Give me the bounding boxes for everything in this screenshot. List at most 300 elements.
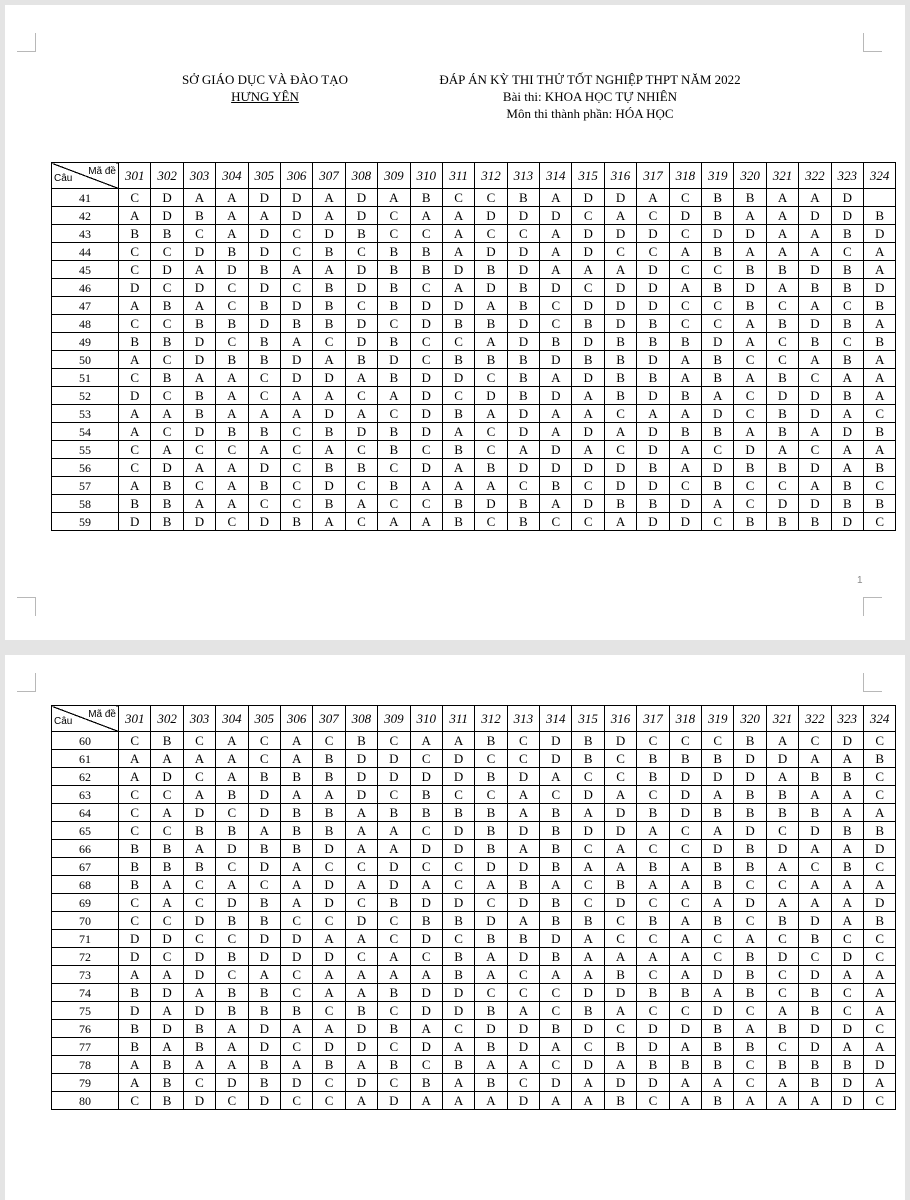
answer-cell: B — [702, 369, 734, 387]
answer-cell: A — [280, 750, 312, 768]
answer-cell: D — [572, 822, 604, 840]
answer-cell: D — [507, 1020, 539, 1038]
answer-cell: A — [863, 387, 895, 405]
margin-corner-mark — [863, 33, 882, 52]
exam-code-header: 314 — [540, 706, 572, 732]
answer-cell: B — [507, 189, 539, 207]
answer-cell: D — [702, 333, 734, 351]
answer-cell: A — [216, 495, 248, 513]
answer-cell: A — [216, 1020, 248, 1038]
answer-cell: C — [378, 405, 410, 423]
answer-cell: B — [702, 858, 734, 876]
answer-cell: A — [669, 948, 701, 966]
answer-cell: C — [410, 948, 442, 966]
answer-cell: A — [216, 477, 248, 495]
answer-cell: D — [442, 297, 474, 315]
answer-cell: B — [313, 768, 345, 786]
answer-cell: B — [669, 1056, 701, 1074]
answer-cell: A — [702, 1074, 734, 1092]
answer-cell: D — [248, 1092, 280, 1110]
answer-cell: D — [248, 786, 280, 804]
answer-cell: C — [475, 225, 507, 243]
exam-name: Bài thi: KHOA HỌC TỰ NHIÊN — [502, 89, 678, 104]
answer-cell: A — [475, 966, 507, 984]
answer-cell: D — [475, 858, 507, 876]
answer-cell: B — [604, 333, 636, 351]
answer-cell: A — [734, 315, 766, 333]
answer-cell: A — [442, 243, 474, 261]
answer-cell: A — [345, 1056, 377, 1074]
answer-cell: D — [475, 243, 507, 261]
answer-cell: C — [378, 207, 410, 225]
answer-cell: A — [280, 732, 312, 750]
answer-cell: C — [475, 786, 507, 804]
answer-cell: A — [475, 876, 507, 894]
question-number: 66 — [52, 840, 119, 858]
table-row — [52, 1020, 896, 1038]
exam-code-header: 322 — [799, 163, 831, 189]
answer-cell: D — [378, 768, 410, 786]
answer-cell: B — [702, 207, 734, 225]
answer-cell: D — [345, 261, 377, 279]
table-row — [52, 1038, 896, 1056]
answer-cell: C — [507, 732, 539, 750]
question-number: 79 — [52, 1074, 119, 1092]
answer-cell: C — [345, 858, 377, 876]
answer-cell: C — [280, 912, 312, 930]
answer-cell: B — [475, 840, 507, 858]
answer-cell: B — [248, 1074, 280, 1092]
answer-cell: D — [313, 225, 345, 243]
answer-cell: B — [863, 333, 895, 351]
answer-cell: B — [248, 1002, 280, 1020]
question-number: 53 — [52, 405, 119, 423]
answer-cell: B — [475, 768, 507, 786]
answer-cell: C — [442, 930, 474, 948]
answer-cell: A — [345, 840, 377, 858]
answer-cell: C — [604, 405, 636, 423]
answer-cell: D — [863, 279, 895, 297]
answer-cell: D — [604, 279, 636, 297]
answer-cell: C — [799, 369, 831, 387]
answer-cell: B — [604, 369, 636, 387]
answer-cell: D — [604, 297, 636, 315]
answer-cell: B — [507, 513, 539, 531]
answer-cell: C — [604, 912, 636, 930]
answer-cell: B — [734, 840, 766, 858]
answer-cell: D — [183, 912, 215, 930]
answer-cell: C — [863, 477, 895, 495]
answer-cell: A — [604, 786, 636, 804]
answer-cell: A — [507, 912, 539, 930]
exam-code-header: 324 — [863, 706, 895, 732]
answer-cell: A — [799, 225, 831, 243]
answer-cell: D — [151, 189, 183, 207]
answer-cell: B — [863, 495, 895, 513]
header-question-label: Câu — [54, 173, 73, 184]
answer-cell: A — [863, 984, 895, 1002]
answer-cell: D — [183, 423, 215, 441]
answer-cell: D — [637, 297, 669, 315]
answer-cell: A — [540, 966, 572, 984]
answer-cell: D — [248, 858, 280, 876]
answer-cell: A — [410, 966, 442, 984]
answer-cell: D — [637, 261, 669, 279]
answer-cell: B — [831, 858, 863, 876]
answer-cell: A — [151, 405, 183, 423]
answer-cell: C — [410, 333, 442, 351]
answer-cell: D — [151, 207, 183, 225]
answer-cell: B — [119, 1038, 151, 1056]
answer-cell: B — [119, 876, 151, 894]
answer-cell: A — [863, 966, 895, 984]
answer-cell: C — [345, 243, 377, 261]
answer-cell: A — [475, 1092, 507, 1110]
answer-cell: C — [637, 966, 669, 984]
answer-cell: B — [507, 351, 539, 369]
answer-cell: D — [345, 768, 377, 786]
answer-cell: B — [216, 243, 248, 261]
answer-cell: D — [313, 1038, 345, 1056]
exam-code-header: 319 — [702, 706, 734, 732]
header-exam-info — [400, 71, 780, 122]
answer-cell: B — [507, 876, 539, 894]
question-number: 46 — [52, 279, 119, 297]
answer-cell: C — [345, 948, 377, 966]
answer-cell: B — [540, 477, 572, 495]
answer-cell: A — [604, 1002, 636, 1020]
answer-cell: D — [410, 369, 442, 387]
answer-cell: A — [540, 495, 572, 513]
table-row — [52, 477, 896, 495]
answer-cell: B — [572, 315, 604, 333]
answer-cell: A — [313, 441, 345, 459]
answer-cell: A — [183, 786, 215, 804]
table-row — [52, 441, 896, 459]
answer-cell: B — [734, 1038, 766, 1056]
answer-cell: C — [863, 768, 895, 786]
answer-cell: A — [216, 405, 248, 423]
answer-cell: B — [507, 279, 539, 297]
answer-cell: A — [119, 423, 151, 441]
answer-cell: D — [151, 984, 183, 1002]
page-number: 1 — [857, 575, 863, 586]
answer-cell: D — [507, 822, 539, 840]
answer-cell: C — [831, 333, 863, 351]
answer-cell: B — [799, 1002, 831, 1020]
answer-cell: D — [151, 261, 183, 279]
answer-cell: B — [831, 1056, 863, 1074]
answer-cell: A — [863, 243, 895, 261]
answer-cell: D — [669, 1020, 701, 1038]
answer-cell: C — [863, 513, 895, 531]
answer-cell: B — [248, 297, 280, 315]
answer-cell: B — [216, 984, 248, 1002]
answer-cell: D — [799, 261, 831, 279]
answer-cell: B — [183, 405, 215, 423]
answer-cell: A — [280, 333, 312, 351]
exam-subject: Môn thi thành phần: HÓA HỌC — [506, 106, 674, 121]
answer-cell: B — [540, 804, 572, 822]
answer-cell: A — [799, 840, 831, 858]
answer-cell: D — [572, 297, 604, 315]
answer-cell: C — [540, 513, 572, 531]
answer-cell: D — [216, 894, 248, 912]
exam-code-header: 321 — [766, 706, 798, 732]
answer-cell: A — [280, 894, 312, 912]
answer-cell: D — [637, 1020, 669, 1038]
answer-cell: A — [799, 1092, 831, 1110]
exam-code-header: 318 — [669, 163, 701, 189]
answer-cell: B — [507, 495, 539, 513]
answer-cell: D — [831, 513, 863, 531]
answer-cell: A — [669, 912, 701, 930]
answer-cell: C — [669, 225, 701, 243]
answer-cell: A — [766, 1002, 798, 1020]
answer-cell: C — [345, 477, 377, 495]
answer-cell: B — [669, 423, 701, 441]
answer-cell: C — [507, 750, 539, 768]
answer-cell: D — [637, 423, 669, 441]
answer-cell: D — [572, 189, 604, 207]
answer-cell: D — [831, 732, 863, 750]
answer-cell: D — [604, 894, 636, 912]
answer-cell: A — [216, 459, 248, 477]
answer-cell: A — [216, 768, 248, 786]
answer-cell: C — [831, 984, 863, 1002]
exam-code-header: 311 — [442, 706, 474, 732]
answer-cell: D — [702, 459, 734, 477]
answer-cell: D — [442, 894, 474, 912]
answer-cell: D — [604, 732, 636, 750]
answer-cell: D — [572, 225, 604, 243]
answer-cell: C — [216, 1092, 248, 1110]
answer-cell: B — [734, 786, 766, 804]
answer-cell: D — [637, 1074, 669, 1092]
answer-cell: D — [248, 459, 280, 477]
answer-cell: D — [572, 786, 604, 804]
answer-cell: C — [475, 369, 507, 387]
answer-cell: C — [119, 315, 151, 333]
answer-cell: B — [572, 912, 604, 930]
answer-cell: D — [313, 876, 345, 894]
answer-cell: D — [831, 189, 863, 207]
answer-cell: B — [863, 207, 895, 225]
answer-cell: A — [410, 207, 442, 225]
answer-cell: A — [183, 840, 215, 858]
answer-cell: D — [119, 948, 151, 966]
answer-cell: A — [378, 189, 410, 207]
answer-cell: C — [766, 966, 798, 984]
answer-cell: C — [280, 459, 312, 477]
answer-cell: B — [604, 966, 636, 984]
answer-cell: A — [669, 1074, 701, 1092]
answer-cell: C — [572, 279, 604, 297]
answer-cell: A — [604, 1056, 636, 1074]
table-row — [52, 966, 896, 984]
answer-cell: B — [442, 912, 474, 930]
table-row — [52, 768, 896, 786]
answer-cell: B — [799, 804, 831, 822]
answer-cell: A — [637, 876, 669, 894]
table-row — [52, 225, 896, 243]
answer-cell: A — [183, 369, 215, 387]
exam-code-header: 322 — [799, 706, 831, 732]
answer-cell: D — [119, 513, 151, 531]
table-row — [52, 858, 896, 876]
answer-cell: D — [280, 948, 312, 966]
answer-cell: D — [183, 966, 215, 984]
answer-cell: A — [540, 876, 572, 894]
answer-cell: C — [507, 477, 539, 495]
question-number: 59 — [52, 513, 119, 531]
answer-cell: D — [410, 459, 442, 477]
table-row — [52, 984, 896, 1002]
answer-cell: C — [766, 822, 798, 840]
answer-cell: D — [248, 1020, 280, 1038]
answer-cell: C — [572, 207, 604, 225]
answer-cell: D — [119, 387, 151, 405]
answer-cell: A — [702, 984, 734, 1002]
answer-cell: D — [799, 822, 831, 840]
answer-cell: D — [280, 297, 312, 315]
answer-cell: B — [151, 513, 183, 531]
answer-cell: C — [248, 750, 280, 768]
answer-cell: B — [766, 369, 798, 387]
answer-cell: A — [313, 1020, 345, 1038]
margin-corner-mark — [863, 673, 882, 692]
answer-cell: D — [734, 894, 766, 912]
answer-cell: A — [378, 513, 410, 531]
answer-cell: D — [540, 1074, 572, 1092]
answer-cell: A — [540, 369, 572, 387]
exam-code-header: 306 — [280, 706, 312, 732]
answer-cell: A — [378, 387, 410, 405]
answer-cell: A — [766, 1074, 798, 1092]
answer-cell: C — [442, 387, 474, 405]
answer-cell: D — [442, 768, 474, 786]
answer-cell: B — [734, 261, 766, 279]
answer-cell: B — [119, 1020, 151, 1038]
answer-cell: D — [604, 459, 636, 477]
answer-cell: A — [119, 966, 151, 984]
answer-cell: C — [702, 513, 734, 531]
answer-cell: A — [280, 1056, 312, 1074]
answer-cell: C — [378, 1002, 410, 1020]
answer-cell: B — [637, 369, 669, 387]
margin-corner-mark — [863, 597, 882, 616]
answer-cell: A — [151, 966, 183, 984]
answer-cell: C — [475, 441, 507, 459]
exam-code-header: 319 — [702, 163, 734, 189]
answer-cell: A — [216, 1056, 248, 1074]
answer-cell: D — [507, 768, 539, 786]
answer-cell: C — [280, 984, 312, 1002]
answer-cell: C — [248, 732, 280, 750]
answer-cell: A — [119, 750, 151, 768]
answer-cell: A — [410, 513, 442, 531]
answer-cell: B — [831, 477, 863, 495]
answer-cell: B — [216, 315, 248, 333]
answer-cell: A — [572, 441, 604, 459]
answer-cell: B — [766, 459, 798, 477]
answer-cell: B — [766, 1056, 798, 1074]
answer-cell: B — [572, 732, 604, 750]
answer-cell: A — [863, 441, 895, 459]
answer-cell: C — [734, 1002, 766, 1020]
answer-cell: D — [345, 912, 377, 930]
answer-cell: D — [248, 315, 280, 333]
answer-cell: D — [507, 261, 539, 279]
answer-cell: D — [345, 207, 377, 225]
answer-cell: B — [734, 297, 766, 315]
answer-cell: B — [345, 351, 377, 369]
answer-cell: A — [119, 297, 151, 315]
answer-cell: A — [151, 1038, 183, 1056]
answer-cell: C — [248, 495, 280, 513]
answer-cell: B — [702, 1020, 734, 1038]
answer-cell: C — [119, 822, 151, 840]
answer-cell: A — [345, 876, 377, 894]
answer-cell: A — [313, 786, 345, 804]
answer-cell: A — [831, 459, 863, 477]
answer-cell: A — [216, 876, 248, 894]
answer-cell: B — [313, 297, 345, 315]
exam-code-header: 312 — [475, 706, 507, 732]
question-number: 63 — [52, 786, 119, 804]
answer-cell: D — [799, 387, 831, 405]
answer-cell: C — [280, 279, 312, 297]
answer-cell: A — [669, 279, 701, 297]
answer-cell: B — [183, 822, 215, 840]
table-row — [52, 243, 896, 261]
answer-cell: B — [183, 858, 215, 876]
answer-cell: B — [248, 768, 280, 786]
question-number: 50 — [52, 351, 119, 369]
answer-cell: D — [442, 1002, 474, 1020]
answer-cell: B — [313, 1056, 345, 1074]
answer-cell: C — [442, 786, 474, 804]
answer-cell: B — [766, 423, 798, 441]
answer-cell: C — [507, 1074, 539, 1092]
answer-cell: B — [345, 225, 377, 243]
answer-cell: D — [766, 495, 798, 513]
answer-cell: C — [637, 894, 669, 912]
answer-cell: D — [540, 732, 572, 750]
answer-cell: B — [183, 315, 215, 333]
answer-cell: B — [280, 1002, 312, 1020]
answer-cell: D — [183, 279, 215, 297]
answer-cell: C — [540, 984, 572, 1002]
answer-cell: D — [669, 786, 701, 804]
answer-cell: C — [863, 858, 895, 876]
answer-cell: B — [151, 369, 183, 387]
answer-cell: D — [766, 948, 798, 966]
answer-cell: A — [702, 387, 734, 405]
exam-code-header: 307 — [313, 163, 345, 189]
answer-cell: C — [119, 243, 151, 261]
answer-cell: D — [507, 405, 539, 423]
answer-cell: D — [410, 387, 442, 405]
answer-cell: B — [475, 804, 507, 822]
answer-cell: D — [183, 333, 215, 351]
table-row — [52, 822, 896, 840]
answer-cell: D — [345, 333, 377, 351]
answer-cell: D — [248, 1038, 280, 1056]
answer-cell: A — [442, 279, 474, 297]
answer-cell: C — [475, 984, 507, 1002]
answer-cell: D — [669, 495, 701, 513]
